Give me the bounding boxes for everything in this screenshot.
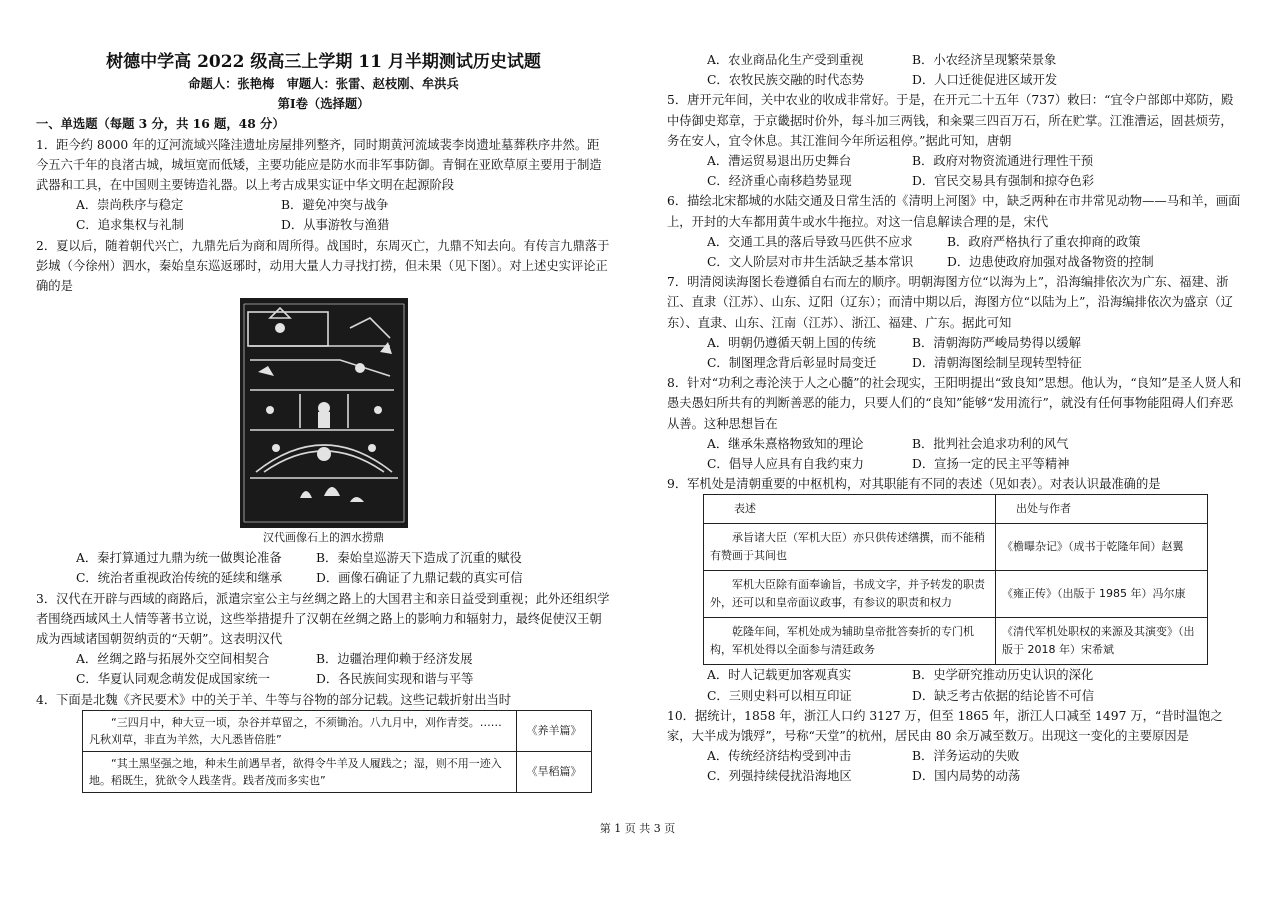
- option-b: B．边疆治理仰赖于经济发展: [316, 652, 473, 667]
- option-b: B．批判社会追求功利的风气: [912, 436, 1069, 451]
- question-7-stem: 7．明清阅读海图长卷遵循自右而左的顺序。明朝海图方位“以海为上”，沿海编排依次为广东、福建、浙江、直隶（江苏）、山东、辽阳（辽东）；而清中期以后，海图方位“以陆为上”，沿海编排依次为盛京（辽东）、直隶、山东、江南（江苏）、浙江、福建、广东。据此可知: [667, 275, 1233, 330]
- question-9-options: [667, 665, 1242, 705]
- option-b: B．清朝海防严峻局势得以缓解: [912, 335, 1081, 350]
- option-a: A．农业商品化生产受到重视: [707, 53, 864, 67]
- question-6-stem: 6．描绘北宋都城的水陆交通及日常生活的《清明上河图》中，缺乏两种在市井常见动物——马和羊，画面上，开封的大车都用黄牛或水牛拖拉。对这一信息解读合理的是，宋代: [667, 194, 1241, 229]
- option-c: C．统治者重视政治传统的延续和继承: [76, 571, 283, 586]
- option-a: A．漕运贸易退出历史舞台: [707, 154, 852, 169]
- question-5-stem: 5．唐开元年间，关中农业的收成非常好。于是，在开元二十五年（737）敕曰：“宜令户部郎中郑防，殿中侍御史郑章，于京畿据时价外，每斗加三两钱，和籴粟三四百万石，所在贮掌。江淮漕运，固甚烦劳，务在安人，宜令休息。其江淮间今年所运租停。”据此可知，唐朝: [667, 93, 1234, 148]
- option-d: D．清朝海图绘制呈现转型特征: [912, 356, 1082, 371]
- question-4-stem: 4．下面是北魏《齐民要术》中的关于羊、牛等与谷物的部分记载。这些记载折射出当时: [36, 692, 512, 707]
- question-2-figure: [36, 298, 611, 546]
- table-cell-quote: “其土黑坚强之地，种未生前遇旱者，欲得令牛羊及人履践之；湿，则不用一迹入地。稻既生，犹欲令人践垄背。践者茂而多实也”: [83, 751, 517, 792]
- figure-caption: 汉代画像石上的泗水捞鼎: [263, 531, 384, 545]
- option-d: D．人口迁徙促进区域开发: [912, 73, 1058, 88]
- table-cell-source: 《雍正传》（出版于 1985 年）冯尔康: [996, 571, 1208, 618]
- option-b: B．秦始皇巡游天下造成了沉重的赋役: [316, 551, 522, 566]
- question-2-stem: 2．夏以后，随着朝代兴亡，九鼎先后为商和周所得。战国时，东周灭亡，九鼎不知去向。有传言九鼎落于彭城（今徐州）泗水，秦始皇东巡返琊时，动用大量人力寻找打捞，但未果（见下图）。对上述史实评论正确的是: [36, 238, 610, 294]
- rubbing-illustration: [240, 298, 408, 528]
- stone-relief-rubbing-image: [240, 298, 408, 528]
- question-4-table: [82, 710, 592, 793]
- option-c: C．农牧民族交融的时代态势: [707, 73, 864, 88]
- exam-title: 树德中学高 2022 级高三上学期 11 月半期测试历史试题: [106, 52, 541, 72]
- question-9-table: [703, 494, 1208, 665]
- question-4-options: [667, 50, 1242, 90]
- option-c: C．文人阶层对市井生活缺乏基本常识: [707, 255, 914, 270]
- question-1-stem: 1．距今约 8000 年的辽河流域兴隆洼遗址房屋排列整齐，同时期黄河流域裴李岗遗址墓葬秩序井然。距今五六千年的良渚古城，城垣宽而低矮，主要功能应是防水而非军事防御。青铜在亚欧草原主要用于制造武器和工具，在中国则主要铸造礼器。以上考古成果实证中华文明在起源阶段: [36, 137, 602, 193]
- left-column: [36, 50, 611, 793]
- option-d: D．国内局势的动荡: [912, 769, 1021, 784]
- option-a: A．崇尚秩序与稳定: [76, 198, 184, 213]
- option-a: A．丝绸之路与拓展外交空间相契合: [76, 652, 270, 667]
- option-c: C．倡导人应具有自我约束力: [707, 457, 864, 472]
- question-9-stem: 9．军机处是清朝重要的中枢机构，对其职能有不同的表述（见如表）。对表认识最准确的是: [667, 477, 1161, 492]
- question-10-options: [667, 746, 1242, 786]
- option-b: B．政府严格执行了重农抑商的政策: [947, 234, 1141, 249]
- option-d: D．官民交易具有强制和掠夺色彩: [912, 174, 1095, 189]
- table-header-description: 表述: [704, 495, 996, 524]
- right-column: [667, 50, 1242, 787]
- option-d: D．各民族间实现和谐与平等: [316, 672, 474, 687]
- question-6-options: [667, 232, 1242, 272]
- option-a: A．交通工具的落后导致马匹供不应求: [707, 234, 913, 249]
- exam-authors: 命题人：张艳梅 审题人：张雷、赵枝刚、牟洪兵: [188, 76, 459, 91]
- option-a: A．明朝仍遵循天朝上国的传统: [707, 335, 876, 350]
- option-d: D．缺乏考古依据的结论皆不可信: [912, 688, 1095, 703]
- table-cell-description: 军机大臣除有面奉谕旨，书成文字，并予转发的职责外，还可以和皇帝面议政事，有参议的职责和权力: [704, 571, 996, 618]
- question-8-options: [667, 434, 1242, 474]
- option-a: A．传统经济结构受到冲击: [707, 749, 852, 764]
- table-cell-quote: “三四月中，种大豆一顷，杂谷并草留之，不须锄治。八九月中，刈作青茭。……凡秋刈草，非直为羊然，大凡悉皆倍胜”: [83, 710, 517, 751]
- table-header-row: [704, 495, 1208, 524]
- table-row: [83, 710, 592, 751]
- option-c: C．追求集权与礼制: [76, 218, 184, 233]
- table-cell-description: 承旨诸大臣（军机大臣）亦只供传述缮撰，而不能稍有赞画于其间也: [704, 524, 996, 571]
- section-heading: 第Ⅰ卷（选择题）: [277, 96, 370, 112]
- table-cell-source: 《清代军机处职权的来源及其演变》（出版于 2018 年）宋希斌: [996, 618, 1208, 665]
- table-row: [83, 751, 592, 792]
- question-5-options: [667, 151, 1242, 191]
- option-c: C．华夏认同观念萌发促成国家统一: [76, 672, 270, 687]
- option-b: B．避免冲突与战争: [281, 198, 389, 213]
- question-3-stem: 3．汉代在开辟与西域的商路后，派遣宗室公主与丝绸之路上的大国君主和亲日益受到重视；此外还组织学者围绕西域风土人情等著书立说，这些举措提升了汉朝在丝绸之路上的影响力和辐射力，最终促使汉王朝成为西域诸国朝贺纳贡的“天朝”。这表明汉代: [36, 591, 610, 647]
- option-c: C．经济重心南移趋势显现: [707, 174, 852, 189]
- option-d: D．画像石确证了九鼎记载的真实可信: [316, 571, 523, 586]
- table-row: [704, 618, 1208, 665]
- option-d: D．宣扬一定的民主平等精神: [912, 457, 1070, 472]
- table-row: [704, 571, 1208, 618]
- option-b: B．史学研究推动历史认识的深化: [912, 668, 1094, 683]
- option-a: A．秦打算通过九鼎为统一做舆论准备: [76, 551, 282, 566]
- page-footer: 第 1 页 共 3 页: [599, 822, 676, 835]
- option-b: B．小农经济呈现繁荣景象: [912, 53, 1057, 67]
- option-a: A．时人记载更加客观真实: [707, 668, 852, 683]
- option-c: C．三则史料可以相互印证: [707, 688, 852, 703]
- option-d: D．边患使政府加强对战备物资的控制: [947, 255, 1154, 270]
- question-1-options: [36, 195, 611, 235]
- option-a: A．继承朱熹格物致知的理论: [707, 436, 864, 451]
- table-row: [704, 524, 1208, 571]
- table-cell-description: 乾隆年间，军机处成为辅助皇帝批答奏折的专门机构，军机处得以全面参与清廷政务: [704, 618, 996, 665]
- table-cell-source: 《养羊篇》: [517, 710, 592, 751]
- option-b: B．洋务运动的失败: [912, 749, 1020, 764]
- question-3-options: [36, 649, 611, 689]
- option-b: B．政府对物资流通进行理性干预: [912, 154, 1094, 169]
- option-c: C．制图理念背后彰显时局变迁: [707, 356, 877, 371]
- option-d: D．从事游牧与渔猎: [281, 218, 390, 233]
- option-c: C．列强持续侵扰沿海地区: [707, 769, 852, 784]
- table-cell-source: 《旱稻篇》: [517, 751, 592, 792]
- part-heading: 一、单选题（每题 3 分，共 16 题，48 分）: [36, 116, 285, 132]
- question-8-stem: 8．针对“功利之毒沦浃于人之心髓”的社会现实，王阳明提出“致良知”思想。他认为，“良知”是圣人贤人和愚夫愚妇所共有的判断善恶的能力，只要人们的“良知”能够“发用流行”，就没有任何事物能阻碍人们弃恶从善。这种思想旨在: [667, 376, 1242, 431]
- question-7-options: [667, 333, 1242, 373]
- table-header-source: 出处与作者: [996, 495, 1208, 524]
- table-cell-source: 《檐曝杂记》（成书于乾隆年间）赵翼: [996, 524, 1208, 571]
- question-10-stem: 10．据统计，1858 年，浙江人口约 3127 万，但至 1865 年，浙江人口减至 1497 万，“昔时温饱之家，大半成为饿殍”，号称“天堂”的杭州，居民由 80 余万减至数万。出现这一变化的主要原因是: [667, 708, 1223, 744]
- question-2-options: [36, 548, 611, 588]
